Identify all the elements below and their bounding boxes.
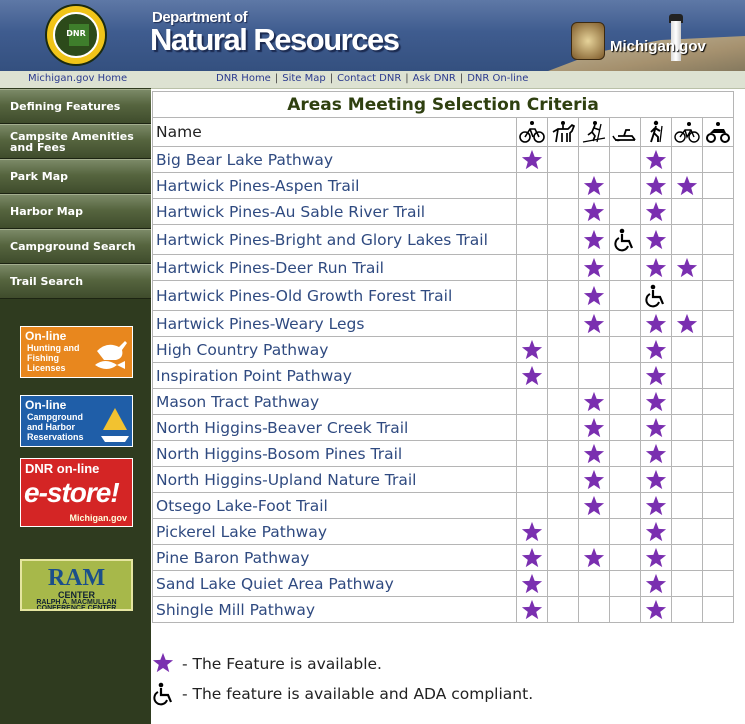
feature-cell (703, 199, 734, 225)
trail-name-link[interactable]: Otsego Lake-Foot Trail (153, 493, 517, 519)
state-seal-icon (571, 22, 605, 60)
table-row (153, 147, 734, 173)
feature-cell (610, 147, 641, 173)
feature-cell (579, 519, 610, 545)
tent-boat-icon (99, 404, 131, 444)
nav-separator: | (405, 73, 409, 84)
feature-cell (672, 545, 703, 571)
feature-cell (641, 519, 672, 545)
ram-name: RALPH A. MACMULLAN (36, 599, 117, 606)
michigan-gov-logo[interactable]: Michigan.gov (610, 38, 706, 55)
feature-cell (672, 467, 703, 493)
feature-cell (672, 225, 703, 255)
star-icon (517, 573, 547, 595)
legend-available-text: - The Feature is available. (182, 655, 382, 673)
mountain-bike-column-header (517, 118, 548, 147)
table-row (153, 363, 734, 389)
feature-cell (610, 545, 641, 571)
feature-cell (703, 337, 734, 363)
banner-footer: Michigan.gov (69, 513, 127, 523)
feature-cell (579, 199, 610, 225)
star-icon (579, 257, 609, 279)
feature-cell (610, 363, 641, 389)
star-icon (641, 365, 671, 387)
feature-cell (579, 493, 610, 519)
feature-cell (703, 147, 734, 173)
mountain-bike-icon (517, 120, 547, 144)
table-row (153, 467, 734, 493)
star-icon (641, 495, 671, 517)
star-icon (579, 313, 609, 335)
sidebar (0, 88, 151, 724)
feature-cell (548, 415, 579, 441)
table-row (153, 597, 734, 623)
feature-cell (641, 493, 672, 519)
table-header-row (153, 118, 734, 147)
star-icon (672, 257, 702, 279)
feature-cell (548, 281, 579, 311)
nav-site-map[interactable]: Site Map (282, 73, 326, 84)
wheelchair-icon (152, 682, 176, 706)
feature-cell (610, 597, 641, 623)
hunting-license-banner[interactable] (20, 326, 133, 378)
star-icon (641, 175, 671, 197)
bicycle-column-header (672, 118, 703, 147)
feature-cell (610, 337, 641, 363)
feature-cell (579, 147, 610, 173)
feature-cell (703, 225, 734, 255)
feature-cell (517, 597, 548, 623)
feature-cell (579, 173, 610, 199)
feature-cell (517, 389, 548, 415)
sidebar-item-park-map[interactable]: Park Map (0, 159, 151, 194)
feature-cell (641, 415, 672, 441)
feature-cell (610, 415, 641, 441)
star-icon (579, 495, 609, 517)
feature-cell (579, 571, 610, 597)
table-row (153, 225, 734, 255)
header-department: Department of (152, 9, 248, 26)
feature-cell (641, 441, 672, 467)
feature-cell (610, 281, 641, 311)
feature-cell (641, 199, 672, 225)
feature-cell (641, 545, 672, 571)
trail-name-link[interactable]: Hartwick Pines-Old Growth Forest Trail (153, 281, 517, 311)
star-icon (152, 652, 174, 674)
feature-cell (517, 225, 548, 255)
feature-cell (548, 597, 579, 623)
feature-cell (641, 255, 672, 281)
star-icon (517, 149, 547, 171)
feature-cell (548, 199, 579, 225)
feature-cell (579, 363, 610, 389)
table-title-row (153, 92, 734, 118)
trail-name-link[interactable]: Hartwick Pines-Bright and Glory Lakes Trail (153, 225, 517, 255)
feature-cell (641, 363, 672, 389)
feature-cell (610, 493, 641, 519)
nav-separator: | (459, 73, 464, 84)
feature-cell (703, 493, 734, 519)
feature-cell (548, 147, 579, 173)
feature-cell (672, 147, 703, 173)
cross-country-ski-column-header (579, 118, 610, 147)
star-icon (579, 175, 609, 197)
ram-title: RAM (47, 565, 106, 591)
dnr-estore-banner[interactable] (20, 458, 133, 527)
feature-cell (548, 337, 579, 363)
table-row (153, 281, 734, 311)
wheelchair-icon (610, 228, 640, 252)
feature-cell (703, 519, 734, 545)
star-icon (579, 417, 609, 439)
table-row (153, 389, 734, 415)
feature-cell (517, 173, 548, 199)
table-row (153, 199, 734, 225)
feature-cell (517, 519, 548, 545)
star-icon (517, 521, 547, 543)
legend-ada-text: - The feature is available and ADA compliant. (182, 685, 534, 703)
feature-cell (610, 311, 641, 337)
feature-cell (672, 571, 703, 597)
feature-cell (610, 173, 641, 199)
table-row (153, 519, 734, 545)
horseback-column-header (548, 118, 579, 147)
sidebar-item-harbor-map[interactable]: Harbor Map (0, 194, 151, 229)
feature-cell (579, 389, 610, 415)
feature-cell (610, 441, 641, 467)
feature-cell (703, 415, 734, 441)
star-icon (517, 339, 547, 361)
snowmobile-column-header (610, 118, 641, 147)
feature-cell (641, 173, 672, 199)
star-icon (641, 201, 671, 223)
banner-subtitle: Campground and Harbor Reservations (27, 412, 84, 442)
nav-separator: | (329, 73, 334, 84)
feature-cell (517, 199, 548, 225)
star-icon (641, 469, 671, 491)
star-icon (579, 547, 609, 569)
hiking-icon (641, 120, 671, 144)
horseback-icon (548, 120, 578, 144)
feature-cell (579, 255, 610, 281)
star-icon (641, 313, 671, 335)
feature-cell (641, 597, 672, 623)
trail-name-link[interactable]: North Higgins-Upland Nature Trail (153, 467, 517, 493)
sidebar-item-campsite-amenities[interactable]: Campsite Amenities and Fees (0, 124, 151, 159)
feature-cell (610, 519, 641, 545)
feature-cell (548, 545, 579, 571)
name-column-header: Name (153, 118, 517, 147)
feature-cell (641, 571, 672, 597)
off-road-vehicle-column-header (703, 118, 734, 147)
feature-cell (517, 467, 548, 493)
feature-cell (641, 281, 672, 311)
feature-cell (579, 337, 610, 363)
feature-cell (548, 519, 579, 545)
nav-separator: | (274, 73, 279, 84)
snowmobile-icon (610, 120, 640, 144)
feature-cell (703, 467, 734, 493)
feature-cell (641, 337, 672, 363)
feature-cell (641, 225, 672, 255)
star-icon (641, 521, 671, 543)
table-row (153, 545, 734, 571)
trail-name-link[interactable]: Inspiration Point Pathway (153, 363, 517, 389)
trail-name-link[interactable]: Sand Lake Quiet Area Pathway (153, 571, 517, 597)
star-icon (579, 443, 609, 465)
feature-cell (703, 255, 734, 281)
star-icon (641, 417, 671, 439)
top-nav (0, 71, 745, 89)
feature-cell (703, 311, 734, 337)
feature-cell (579, 441, 610, 467)
star-icon (641, 599, 671, 621)
feature-cell (548, 467, 579, 493)
site-header (0, 0, 745, 71)
feature-cell (672, 519, 703, 545)
feature-cell (703, 597, 734, 623)
table-row (153, 493, 734, 519)
trail-name-link[interactable]: Hartwick Pines-Au Sable River Trail (153, 199, 517, 225)
banner-subtitle: Hunting and Fishing Licenses (27, 343, 80, 373)
feature-cell (703, 441, 734, 467)
ram-center-banner[interactable] (20, 559, 133, 611)
trail-name-link[interactable]: Pine Baron Pathway (153, 545, 517, 571)
trail-name-link[interactable]: Hartwick Pines-Deer Run Trail (153, 255, 517, 281)
feature-cell (548, 311, 579, 337)
feature-cell (703, 571, 734, 597)
star-icon (579, 391, 609, 413)
feature-cell (703, 281, 734, 311)
star-icon (579, 285, 609, 307)
table-row (153, 441, 734, 467)
feature-cell (517, 493, 548, 519)
off-road-vehicle-icon (703, 120, 733, 144)
star-icon (641, 149, 671, 171)
feature-cell (579, 545, 610, 571)
feature-cell (579, 467, 610, 493)
table-row (153, 337, 734, 363)
feature-cell (672, 199, 703, 225)
feature-cell (672, 337, 703, 363)
feature-cell (703, 363, 734, 389)
ram-subtitle: CENTER (57, 590, 95, 600)
feature-cell (610, 225, 641, 255)
banner-title: On-line (25, 398, 67, 412)
feature-cell (517, 415, 548, 441)
feature-cell (579, 597, 610, 623)
star-icon (641, 573, 671, 595)
feature-cell (610, 467, 641, 493)
cross-country-ski-icon (579, 120, 609, 144)
feature-cell (579, 281, 610, 311)
trail-name-link[interactable]: Pickerel Lake Pathway (153, 519, 517, 545)
feature-cell (703, 173, 734, 199)
feature-cell (672, 441, 703, 467)
feature-cell (672, 389, 703, 415)
feature-cell (579, 225, 610, 255)
feature-cell (641, 389, 672, 415)
trail-name-link[interactable]: Mason Tract Pathway (153, 389, 517, 415)
feature-cell (517, 363, 548, 389)
feature-cell (641, 467, 672, 493)
feature-cell (672, 415, 703, 441)
feature-cell (517, 147, 548, 173)
nav-dnr-home[interactable]: DNR Home (216, 73, 271, 84)
nav-dnr-online[interactable]: DNR On-line (467, 73, 529, 84)
table-row (153, 255, 734, 281)
deer-fish-icon (91, 333, 131, 373)
ram-tagline: CONFERENCE CENTER (36, 605, 117, 611)
trail-name-link[interactable]: Shingle Mill Pathway (153, 597, 517, 623)
feature-cell (517, 255, 548, 281)
feature-cell (548, 173, 579, 199)
feature-cell (703, 389, 734, 415)
star-icon (579, 229, 609, 251)
results-table (152, 91, 734, 623)
nav-links (216, 73, 528, 84)
feature-cell (672, 493, 703, 519)
feature-cell (548, 255, 579, 281)
feature-cell (548, 493, 579, 519)
star-icon (579, 469, 609, 491)
feature-cell (672, 311, 703, 337)
dnr-logo[interactable] (45, 4, 107, 66)
table-title: Areas Meeting Selection Criteria (153, 92, 734, 118)
feature-cell (517, 571, 548, 597)
feature-cell (579, 311, 610, 337)
star-icon (641, 547, 671, 569)
star-icon (579, 201, 609, 223)
nav-ask-dnr[interactable]: Ask DNR (412, 73, 456, 84)
trail-name-link[interactable]: Big Bear Lake Pathway (153, 147, 517, 173)
table-row (153, 415, 734, 441)
feature-cell (548, 441, 579, 467)
trail-name-link[interactable]: Hartwick Pines-Weary Legs (153, 311, 517, 337)
feature-cell (703, 545, 734, 571)
star-icon (641, 339, 671, 361)
banner-headline: e-store! (24, 477, 119, 508)
star-icon (517, 547, 547, 569)
banner-title: DNR on-line (25, 461, 100, 476)
feature-cell (610, 255, 641, 281)
trail-name-link[interactable]: North Higgins-Bosom Pines Trail (153, 441, 517, 467)
feature-cell (610, 389, 641, 415)
feature-cell (548, 225, 579, 255)
campground-reservations-banner[interactable] (20, 395, 133, 447)
michigan-home-link[interactable]: Michigan.gov Home (28, 73, 128, 84)
table-row (153, 173, 734, 199)
banner-title: On-line (25, 329, 67, 343)
logo-emblem (53, 12, 99, 58)
table-row (153, 311, 734, 337)
sidebar-item-trail-search[interactable]: Trail Search (0, 264, 151, 299)
hiking-column-header (641, 118, 672, 147)
star-icon (641, 443, 671, 465)
star-icon (641, 257, 671, 279)
sidebar-item-defining-features[interactable]: Defining Features (0, 89, 151, 124)
trail-name-link[interactable]: Hartwick Pines-Aspen Trail (153, 173, 517, 199)
feature-cell (548, 571, 579, 597)
feature-cell (641, 311, 672, 337)
nav-contact-dnr[interactable]: Contact DNR (337, 73, 402, 84)
feature-cell (672, 281, 703, 311)
feature-cell (517, 545, 548, 571)
feature-cell (517, 311, 548, 337)
feature-cell (548, 389, 579, 415)
feature-cell (517, 337, 548, 363)
star-icon (517, 599, 547, 621)
star-icon (672, 313, 702, 335)
feature-cell (517, 281, 548, 311)
feature-cell (641, 147, 672, 173)
feature-cell (672, 597, 703, 623)
feature-cell (672, 173, 703, 199)
feature-cell (610, 571, 641, 597)
feature-cell (672, 255, 703, 281)
feature-cell (672, 363, 703, 389)
bicycle-icon (672, 120, 702, 144)
feature-cell (610, 199, 641, 225)
star-icon (641, 229, 671, 251)
sidebar-item-campground-search[interactable]: Campground Search (0, 229, 151, 264)
feature-cell (517, 441, 548, 467)
header-title: Natural Resources (150, 22, 399, 57)
trail-name-link[interactable]: High Country Pathway (153, 337, 517, 363)
star-icon (517, 365, 547, 387)
star-icon (641, 391, 671, 413)
feature-cell (548, 363, 579, 389)
trail-name-link[interactable]: North Higgins-Beaver Creek Trail (153, 415, 517, 441)
wheelchair-icon (641, 284, 671, 308)
table-row (153, 571, 734, 597)
feature-cell (579, 415, 610, 441)
star-icon (672, 175, 702, 197)
logo-text: DNR (66, 29, 86, 38)
